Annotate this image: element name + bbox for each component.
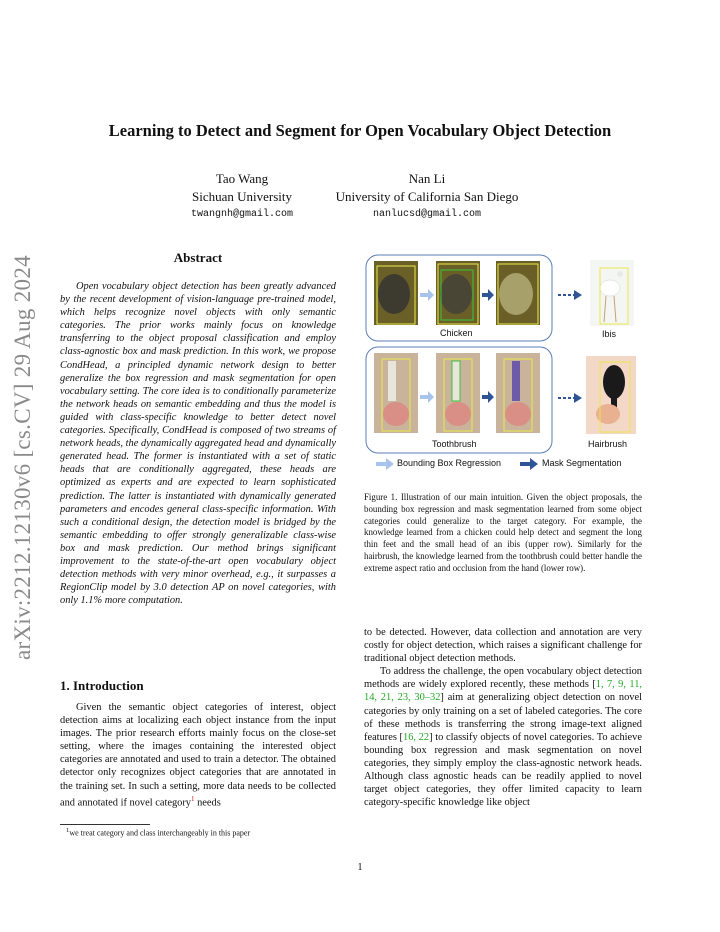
legend-label-mask: Mask Segmentation	[542, 458, 622, 468]
hairbrush-image	[586, 356, 636, 434]
legend-mask-arrow-icon	[520, 458, 538, 470]
right-paragraph-1: to be detected. However, data collection and annotation are very costly for object detection, which raises a significant challenge for traditional object detection methods.	[364, 627, 642, 665]
intro-tail: needs	[194, 797, 221, 809]
toothbrush-image-2	[436, 353, 480, 433]
right-column-body	[364, 626, 642, 809]
chicken-image-2	[436, 261, 480, 325]
ibis-image	[590, 260, 634, 326]
transfer-arrow-icon	[558, 290, 582, 300]
figure-label-toothbrush: Toothbrush	[432, 439, 477, 449]
arxiv-sidebar-stamp: arXiv:2212.12130v6 [cs.CV] 29 Aug 2024	[10, 255, 35, 660]
footnote-number: 1	[66, 827, 70, 834]
abstract-heading: Abstract	[173, 250, 223, 265]
transfer-arrow-icon	[558, 393, 582, 403]
author-block-1	[172, 170, 312, 224]
bbox-arrow-icon	[420, 289, 434, 301]
author-affiliation: University of California San Diego	[335, 189, 519, 204]
abstract-text: Open vocabulary object detection has been greatly advanced by the recent development of vision-language pre-trained model, which helps recognize novel objects with only semantic categories. The prior works mainly focus on knowledge transferring to the object proposal classification and employ class-agnostic box and mask prediction. In this work, we propose CondHead, a principled dynamic network design to better generalize the box regression and mask segmentation for open vocabulary setting. The core idea is to conditionally parameterize the network heads on semantic embedding and thus the model is guided with class-specific knowledge to better detect novel categories. Specifically, CondHead is composed of two streams of network heads, the dynamically aggregated head and dynamically generated head. The former is instantiated with a set of static heads that are conditionally aggregated, these heads are optimized as experts and are expected to learn sophisticated prediction. The latter is instantiated with dynamically generated parameters and encodes general class-specific information. With such a conditional design, the detection model is bridged by the semantic embedding to offer strongly generalizable class-wise box and mask prediction. Our method brings significant improvement to the state-of-the-art open vocabulary object detection methods with very minor overhead, e.g., it surpasses a RegionClip model by 3.0 detection AP on novel categories, with only 1.1% more computation.	[60, 281, 336, 607]
author-email[interactable]: twangnh@gmail.com	[190, 209, 294, 220]
footnote	[66, 827, 250, 838]
bbox-arrow-icon	[420, 391, 434, 403]
introduction-body	[60, 701, 336, 809]
author-name: Nan Li	[408, 171, 446, 186]
citation-link[interactable]: 1, 7, 9, 11, 14, 21, 23, 30–32	[364, 679, 642, 704]
figure-1-caption: Figure 1. Illustration of our main intuition. Given the object proposals, the bounding box regression and mask segmentation learned from some object categories could generalize to the target category. For example, the knowledge learned from a chicken could help detect and segment the long thin feet and the small head of an ibis (upper row). Similarly for the hairbrush, the knowledge learned from the toothbrush could better handle the extreme aspect ratio and occlusion from the hand (lower row).	[364, 492, 642, 573]
author-name: Tao Wang	[215, 171, 269, 186]
legend-label-bbox: Bounding Box Regression	[397, 458, 502, 468]
author-affiliation: Sichuan University	[191, 189, 292, 204]
abstract-body	[60, 280, 336, 607]
intro-paragraph	[60, 701, 336, 809]
mask-arrow-icon	[482, 289, 494, 301]
text-segment: To address the challenge, the open vocabulary object detection methods are widely explored recently, these methods [	[364, 666, 642, 691]
right-paragraph-2	[364, 665, 642, 809]
text-segment: ] to classify objects of novel categories. To achieve bounding box regression and mask segmentation on novel categories, they simply employ the class-agnostic network heads. Although class agnostic heads can be readily applied to novel target object categories, they offer limited capacity to learn category-specific knowledge like object	[364, 731, 642, 809]
chicken-image-3	[496, 261, 540, 325]
citation-link[interactable]: 16, 22	[403, 731, 430, 743]
footnote-text: we treat category and class interchangeably in this paper	[69, 828, 251, 838]
chicken-image-1	[374, 261, 418, 325]
figure-label-ibis: Ibis	[602, 329, 617, 339]
mask-arrow-icon	[482, 391, 494, 403]
figure-label-hairbrush: Hairbrush	[588, 439, 628, 449]
page-number: 1	[357, 862, 363, 873]
toothbrush-image-3	[496, 353, 540, 433]
paper-title: Learning to Detect and Segment for Open Vocabulary Object Detection	[108, 121, 612, 140]
footnote-rule	[60, 824, 150, 825]
toothbrush-image-1	[374, 353, 418, 433]
author-block-2	[322, 170, 532, 224]
figure-1	[364, 252, 642, 482]
footnote-mark[interactable]: 1	[190, 794, 195, 803]
figure-label-chicken: Chicken	[440, 328, 473, 338]
intro-text: Given the semantic object categories of interest, object detection aims at localizing each object instance from the input images. The prior research efforts mainly focus on the close-set setting, where the images containing the interested object categories are annotated and used to train a detector. The obtained detector only recognizes object categories that are annotated in the training set. In such a setting, more data needs to be collected and annotated if novel category	[60, 702, 336, 809]
author-email[interactable]: nanlucsd@gmail.com	[372, 209, 482, 220]
legend-bbox-arrow-icon	[376, 458, 394, 470]
text-segment: ] aim at generalizing object detection on novel categories by only training on a set of labeled categories. The core of these methods is transferring the strong image-text aligned features [	[364, 692, 642, 743]
section-heading-introduction: 1. Introduction	[60, 678, 144, 693]
